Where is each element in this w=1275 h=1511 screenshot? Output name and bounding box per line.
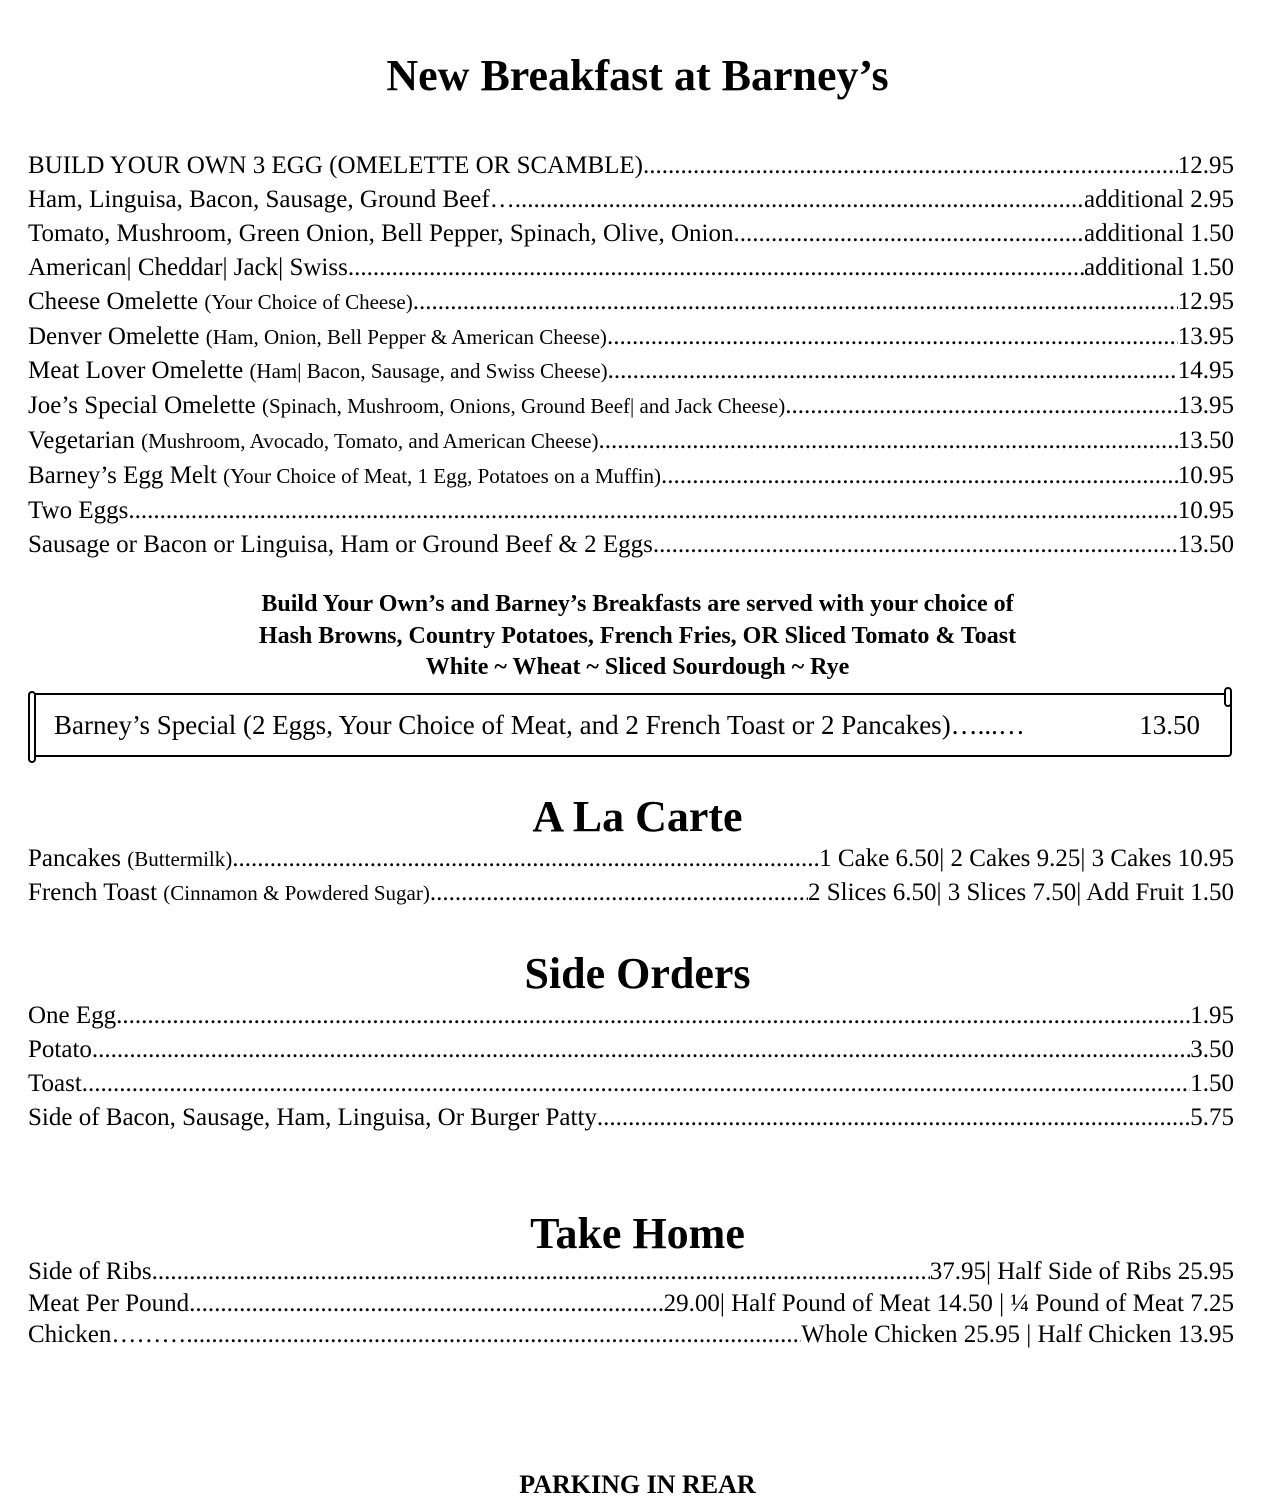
item-price: 10.95: [1177, 462, 1234, 490]
item-name-text: Joe’s Special Omelette: [28, 392, 262, 420]
leader-dots: [128, 494, 1177, 528]
side-orders-menu: [28, 999, 1234, 1135]
leader-dots: [116, 999, 1190, 1033]
leader-dots: [598, 424, 1177, 458]
leader-dots: [348, 251, 1084, 285]
item-price: 1.50: [1190, 1070, 1234, 1097]
item-detail: (Your Choice of Cheese): [204, 289, 413, 314]
item-name: [28, 354, 608, 389]
item-name-text: Barney’s Egg Melt: [28, 462, 224, 490]
leader-dots: [740, 217, 1084, 251]
item-price: additional 2.95: [1084, 185, 1234, 213]
item-name: [28, 459, 661, 494]
item-price: 2 Slices 6.50| 3 Slices 7.50| Add Fruit 1.50: [808, 879, 1234, 906]
item-name-text: BUILD YOUR OWN 3 EGG (OMELETTE OR SCAMBLE): [28, 152, 643, 179]
item-name: [28, 494, 128, 528]
item-price: 1 Cake 6.50| 2 Cakes 9.25| 3 Cakes 10.95: [819, 845, 1234, 872]
item-price: 13.95: [1177, 392, 1234, 420]
item-price: 29.00| Half Pound of Meat 14.50 | ¼ Pound of Meat 7.25: [663, 1289, 1234, 1317]
item-price: 10.95: [1177, 497, 1234, 525]
item-name: [28, 876, 430, 910]
leader-dots: [186, 1319, 801, 1351]
note-line: Hash Browns, Country Potatoes, French Fries, OR Sliced Tomato & Toast: [258, 622, 1017, 649]
item-price: 5.75: [1190, 1104, 1234, 1131]
special-row: [54, 709, 1200, 743]
note-line: White ~ Wheat ~ Sliced Sourdough ~ Rye: [425, 654, 850, 680]
item-name-text: Meat Lover Omelette: [28, 357, 250, 385]
item-name-text: Side of Bacon, Sausage, Ham, Linguisa, Or Burger Patty: [28, 1104, 597, 1131]
leader-dots: [661, 459, 1178, 493]
side-orders-heading: Side Orders: [524, 949, 751, 998]
item-name: [28, 1288, 189, 1320]
parking-notice: PARKING IN REAR: [519, 1470, 756, 1499]
item-price: 1.95: [1190, 1002, 1234, 1029]
a-la-carte-heading: A La Carte: [532, 792, 743, 841]
menu-item: [28, 528, 1234, 562]
item-name-text: Chicken………: [28, 1321, 187, 1348]
item-price: Whole Chicken 25.95 | Half Chicken 13.95: [801, 1321, 1234, 1348]
item-name-text: Pancakes: [28, 845, 128, 872]
menu-item: [28, 217, 1234, 251]
item-price: additional 1.50: [1084, 219, 1234, 247]
barneys-special-banner: [28, 693, 1232, 757]
item-name: [28, 1256, 152, 1288]
item-price: 12.95: [1177, 152, 1234, 179]
item-name: [28, 285, 413, 320]
take-home-menu: [28, 1256, 1234, 1351]
menu-item: [28, 1288, 1234, 1320]
menu-item: [28, 183, 1234, 217]
breakfast-menu: [28, 149, 1234, 562]
item-name: [28, 528, 653, 562]
item-name-text: Sausage or Bacon or Linguisa, Ham or Ground Beef & 2 Eggs: [28, 530, 653, 558]
item-name: [28, 424, 598, 459]
item-name-text: French Toast: [28, 879, 164, 906]
special-price: 13.50: [1139, 710, 1200, 740]
leader-dots: [430, 876, 808, 910]
item-name: [28, 842, 232, 876]
item-name: [28, 1033, 92, 1067]
take-home-heading: Take Home: [530, 1209, 745, 1258]
item-price: 14.95: [1177, 357, 1234, 385]
leader-dots: [515, 183, 1084, 217]
item-price: 37.95| Half Side of Ribs 25.95: [929, 1258, 1234, 1285]
item-price: 13.50: [1177, 427, 1234, 455]
item-name-text: Meat Per Pound: [28, 1289, 190, 1317]
menu-item: [28, 389, 1234, 424]
menu-item: [28, 876, 1234, 910]
item-name-text: Cheese Omelette: [28, 287, 205, 315]
item-name: [28, 1067, 82, 1101]
menu-item: [28, 1033, 1234, 1067]
menu-item: [28, 320, 1234, 355]
item-name: [28, 217, 740, 251]
menu-item: [28, 149, 1234, 183]
a-la-carte-menu: [28, 842, 1234, 910]
item-name: [28, 1101, 597, 1135]
menu-item: [28, 1319, 1234, 1351]
item-price: 13.50: [1177, 530, 1234, 558]
item-detail: (Ham, Onion, Bell Pepper & American Cheese): [205, 324, 607, 349]
menu-item: [28, 1256, 1234, 1288]
leader-dots: [82, 1067, 1190, 1101]
menu-item: [28, 842, 1234, 876]
leader-dots: [643, 149, 1178, 183]
leader-dots: [597, 1101, 1190, 1135]
item-name: [28, 251, 348, 285]
menu-item: [28, 999, 1234, 1033]
item-name: [28, 1319, 186, 1351]
item-detail: (Buttermilk): [127, 847, 233, 871]
item-price: 3.50: [1190, 1036, 1234, 1063]
menu-item: [28, 285, 1234, 320]
item-name-text: Side of Ribs: [28, 1258, 152, 1285]
menu-item: [28, 1101, 1234, 1135]
leader-dots: [152, 1256, 930, 1288]
item-detail: (Ham| Bacon, Sausage, and Swiss Cheese): [249, 359, 608, 384]
item-name: [28, 149, 643, 183]
item-name-text: Denver Omelette: [28, 322, 206, 350]
leader-dots: [785, 389, 1178, 423]
menu-item: [28, 459, 1234, 494]
item-name: [28, 183, 515, 217]
item-name: [28, 389, 785, 424]
menu-item: [28, 354, 1234, 389]
leader-dots: [608, 354, 1178, 388]
item-name-text: One Egg: [28, 1002, 117, 1029]
item-name-text: Toast: [28, 1070, 82, 1097]
menu-item: [28, 424, 1234, 459]
item-name-text: Two Eggs: [28, 497, 129, 525]
menu-item: [28, 251, 1234, 285]
item-name-text: Potato: [28, 1036, 92, 1063]
item-name: [28, 999, 116, 1033]
item-detail: (Your Choice of Meat, 1 Egg, Potatoes on a Muffin): [223, 464, 661, 489]
note-line: Build Your Own’s and Barney’s Breakfasts are served with your choice of: [261, 591, 1014, 617]
item-name-text: American| Cheddar| Jack| Swiss: [28, 253, 348, 281]
leader-dots: [413, 285, 1178, 319]
leader-dots: [607, 320, 1178, 354]
item-price: additional 1.50: [1084, 253, 1234, 281]
item-detail: (Cinnamon & Powdered Sugar): [163, 881, 430, 905]
leader-dots: [92, 1033, 1190, 1067]
special-name: Barney’s Special (2 Eggs, Your Choice of Meat, and 2 French Toast or 2 Pancakes)…...…: [54, 710, 1025, 740]
leader-dots: [653, 528, 1178, 562]
item-name-text: Tomato, Mushroom, Green Onion, Bell Pepper, Spinach, Olive, Onion.: [28, 219, 740, 247]
leader-dots: [232, 842, 819, 876]
item-name: [28, 320, 607, 355]
item-price: 13.95: [1177, 322, 1234, 350]
item-detail: (Spinach, Mushroom, Onions, Ground Beef| and Jack Cheese): [261, 394, 786, 419]
item-price: 12.95: [1177, 287, 1234, 315]
menu-item: [28, 1067, 1234, 1101]
item-detail: (Mushroom, Avocado, Tomato, and American Cheese): [141, 429, 599, 454]
item-name-text: Ham, Linguisa, Bacon, Sausage, Ground Beef…: [28, 185, 515, 213]
leader-dots: [189, 1288, 664, 1320]
menu-item: [28, 494, 1234, 528]
page-title: New Breakfast at Barney’s: [386, 51, 889, 100]
item-name-text: Vegetarian: [28, 427, 142, 455]
breakfast-note: [0, 589, 1275, 684]
